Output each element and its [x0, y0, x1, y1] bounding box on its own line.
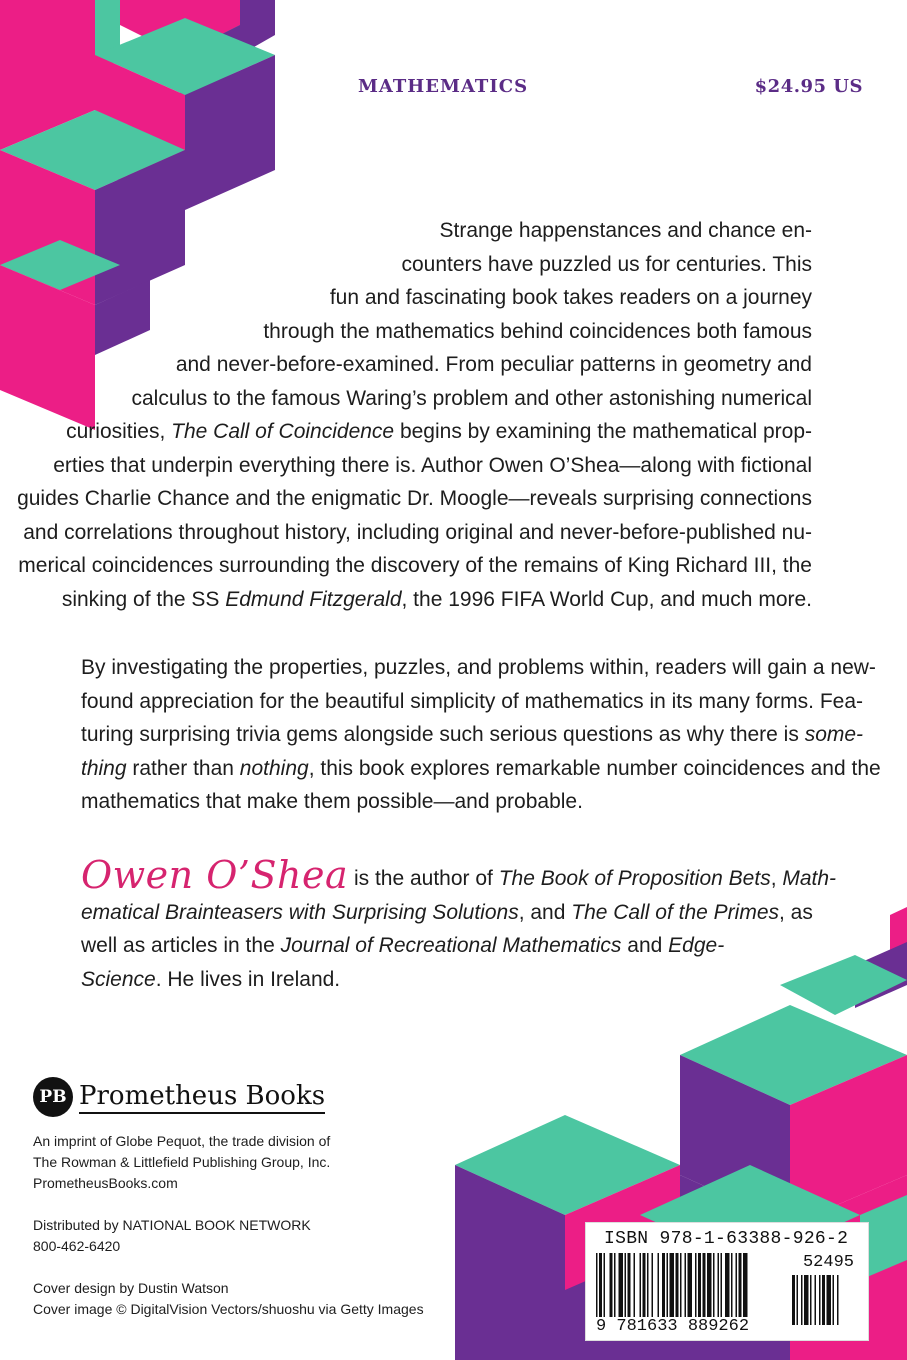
- isbn-label: ISBN 978-1-63388-926-2: [604, 1229, 849, 1249]
- text-line: mathematics that make them possible—and probable.: [81, 790, 583, 813]
- text-line: [81, 853, 837, 897]
- barcode-addon-bar: [804, 1275, 809, 1325]
- text-run: , as: [779, 900, 813, 924]
- barcode-bar: [625, 1253, 627, 1317]
- barcode-addon-bar: [833, 1275, 835, 1325]
- barcode-bar: [604, 1253, 606, 1317]
- text-line: merical coincidences surrounding the discovery of the remains of King Richard III, the: [18, 554, 812, 577]
- credit-line: Cover design by Dustin Watson: [33, 1280, 229, 1296]
- barcode-bar: [662, 1253, 665, 1317]
- barcode-bar: [610, 1253, 613, 1317]
- text-run: . He lives in Ireland.: [155, 967, 341, 991]
- emphasis: nothing: [239, 756, 309, 780]
- barcode-addon-bar: [815, 1275, 817, 1325]
- price-code: 52495: [802, 1253, 854, 1272]
- distributor-line: Distributed by NATIONAL BOOK NETWORK: [33, 1217, 311, 1233]
- text-line: erties that underpin everything there is. Author Owen O’Shea—along with fictional: [53, 453, 812, 477]
- text-run: well as articles in the: [81, 934, 281, 957]
- emphasis: some-: [804, 723, 864, 746]
- book-title: The Call of the Primes: [571, 900, 779, 924]
- imprint-line: An imprint of Globe Pequot, the trade division of: [33, 1133, 331, 1149]
- price-label: $24.95 US: [754, 76, 863, 97]
- barcode-bar: [718, 1253, 720, 1317]
- barcode-bar: [652, 1253, 654, 1317]
- publisher-logo-block: [33, 1077, 325, 1117]
- text-line: By investigating the properties, puzzles, and problems within, readers will gain a new-: [81, 656, 876, 679]
- text-line: [17, 583, 812, 617]
- text-run: rather than: [126, 756, 240, 780]
- barcode-bar: [643, 1253, 646, 1317]
- text-run: turing surprising trivia gems alongside such serious questions as why there is: [81, 723, 805, 746]
- barcode-bar: [698, 1253, 701, 1317]
- barcode-bar: [707, 1253, 712, 1317]
- barcode-bar: [634, 1253, 636, 1317]
- text-line: [81, 718, 864, 752]
- barcode-addon-bar: [792, 1275, 795, 1325]
- text-line: fun and fascinating book takes readers on a journey: [329, 286, 812, 309]
- book-title: ematical Brainteasers with Surprising Solutions: [81, 900, 519, 924]
- author-bio: [81, 853, 837, 996]
- text-line: and correlations throughout history, including original and never-before-published nu-: [23, 520, 812, 544]
- journal-title: Journal of Recreational Mathematics: [280, 934, 622, 957]
- barcode-bar: [619, 1253, 624, 1317]
- barcode-bar: [725, 1253, 730, 1317]
- text-line: [81, 963, 821, 997]
- text-line: calculus to the famous Waring’s problem and other astonishing numerical: [131, 386, 812, 410]
- barcode-bar: [695, 1253, 697, 1317]
- journal-title: Edge-: [668, 934, 725, 957]
- publisher-name: Prometheus Books: [79, 1081, 325, 1114]
- book-title: The Book of Proposition Bets: [498, 867, 771, 890]
- barcode-bar: [743, 1253, 748, 1325]
- text-run: , and: [518, 900, 572, 924]
- barcode-bar: [599, 1253, 602, 1325]
- text-line: through the mathematics behind coincidences both famous: [263, 319, 812, 343]
- blurb-paragraph-2: [81, 651, 881, 819]
- text-run: is the author of: [348, 867, 499, 890]
- barcode-bar: [670, 1253, 675, 1317]
- barcode-addon-bar: [827, 1275, 832, 1325]
- barcode-bar: [658, 1253, 660, 1317]
- publisher-website: PrometheusBooks.com: [33, 1175, 178, 1191]
- text-line: and never-before-examined. From peculiar patterns in geometry and: [175, 353, 812, 376]
- barcode-bar: [596, 1253, 598, 1325]
- distribution-info: [33, 1215, 311, 1257]
- cover-credits: [33, 1278, 424, 1320]
- barcode-bar: [685, 1253, 687, 1317]
- barcode-digits: 9 781633 889262: [596, 1317, 750, 1336]
- text-line: [81, 929, 821, 963]
- isbn-barcode: [585, 1222, 869, 1341]
- barcode-addon-bar: [837, 1275, 839, 1325]
- barcode-bar: [703, 1253, 706, 1317]
- ship-name: Edmund Fitzgerald: [225, 587, 402, 611]
- barcode-bar: [640, 1253, 642, 1317]
- text-line: [17, 415, 812, 449]
- barcode-bar: [736, 1253, 738, 1317]
- credit-line: Cover image © DigitalVision Vectors/shuoshu via Getty Images: [33, 1301, 424, 1317]
- barcode-bar: [628, 1253, 631, 1317]
- text-run: and: [621, 934, 669, 957]
- emphasis: thing: [81, 756, 127, 780]
- distributor-phone: 800-462-6420: [33, 1238, 121, 1254]
- text-line: counters have puzzled us for centuries. This: [401, 252, 812, 276]
- barcode-bar: [647, 1253, 649, 1317]
- blurb-paragraph-1: [17, 214, 812, 616]
- book-title: The Call of Coincidence: [171, 420, 395, 443]
- barcode-bar: [676, 1253, 679, 1317]
- barcode-addon-bar: [810, 1275, 812, 1325]
- barcode-addon-bar: [797, 1275, 799, 1325]
- text-run: ,: [770, 867, 783, 890]
- barcode-bar: [667, 1253, 669, 1317]
- imprint-line: The Rowman & Littlefield Publishing Group, Inc.: [33, 1154, 331, 1170]
- barcode-bar: [688, 1253, 693, 1317]
- text-run: , this book explores remarkable number coincidences and the: [308, 756, 881, 780]
- text-run: sinking of the SS: [61, 587, 226, 611]
- category-label: MATHEMATICS: [358, 76, 529, 97]
- barcode-bar: [739, 1253, 742, 1325]
- text-line: Strange happenstances and chance en-: [439, 219, 812, 242]
- publisher-logo-icon: PB: [33, 1077, 73, 1117]
- author-name: Owen O’Shea: [81, 853, 349, 897]
- text-run: begins by examining the mathematical prop-: [394, 420, 812, 443]
- text-line: [81, 896, 821, 930]
- barcode-addon-bar: [801, 1275, 803, 1325]
- barcode-addon-bar: [819, 1275, 821, 1325]
- text-line: found appreciation for the beautiful simplicity of mathematics in its many forms. Fea-: [81, 689, 864, 713]
- barcode-bar: [731, 1253, 733, 1317]
- text-line: guides Charlie Chance and the enigmatic Dr. Moogle—reveals surprising connections: [17, 487, 812, 510]
- text-run: curiosities,: [66, 420, 172, 443]
- text-line: [81, 752, 881, 786]
- barcode-bar: [680, 1253, 682, 1317]
- barcode-addon-bar: [822, 1275, 825, 1325]
- barcode-bar: [713, 1253, 715, 1317]
- book-title: Math-: [782, 867, 837, 890]
- imprint-info: [33, 1131, 330, 1194]
- text-run: , the 1996 FIFA World Cup, and much more.: [401, 587, 812, 611]
- barcode-bar: [614, 1253, 616, 1317]
- barcode-bar: [721, 1253, 723, 1317]
- journal-title: Science: [81, 967, 156, 991]
